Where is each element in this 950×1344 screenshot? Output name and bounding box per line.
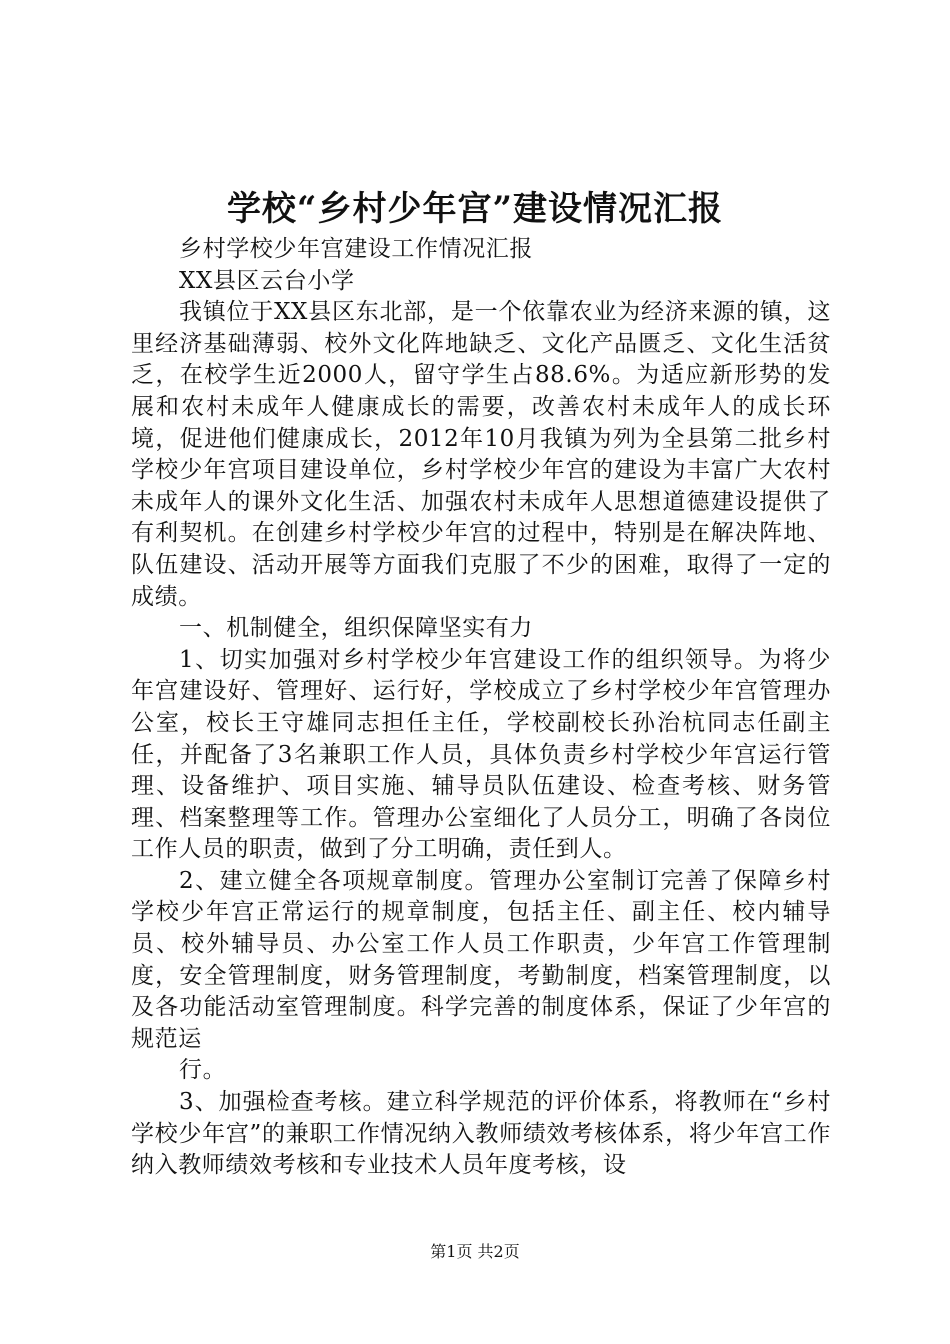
item-3-paragraph: 3、加强检查考核。建立科学规范的评价体系，将教师在“乡村学校少年宫”的兼职工作情况纳入教师绩效考核体系，将少年宫工作纳入教师绩效考核和专业技术人员年度考核，设: [131, 1089, 831, 1179]
item-2-continuation-paragraph: 行。: [179, 1057, 227, 1084]
item-2-paragraph: 2、建立健全各项规章制度。管理办公室制订完善了保障乡村学校少年宫正常运行的规章制度，包括主任、副主任、校内辅导员、校外辅导员、办公室工作人员工作职责，少年宫工作管理制度，安全管理制度，财务管理制度，考勤制度，档案管理制度，以及各功能活动室管理制度。科学完善的制度体系，保证了少年宫的规范运: [131, 867, 831, 1052]
document-title: 学校“乡村少年宫”建设情况汇报: [226, 189, 724, 229]
page-footer: 第1页 共2页: [430, 1242, 520, 1261]
item-1-paragraph: 1、切实加强对乡村学校少年宫建设工作的组织领导。为将少年宫建设好、管理好、运行好，学校成立了乡村学校少年宫管理办公室，校长王守雄同志担任主任，学校副校长孙治杭同志任副主任，并配备了3名兼职工作人员，具体负责乡村学校少年宫运行管理、设备维护、项目实施、辅导员队伍建设、检查考核、财务管理、档案整理等工作。管理办公室细化了人员分工，明确了各岗位工作人员的职责，做到了分工明确，责任到人。: [131, 646, 831, 863]
section-heading-paragraph: 一、机制健全，组织保障坚实有力: [179, 615, 533, 642]
school-name-paragraph: XX县区云台小学: [179, 267, 355, 294]
document-body: [131, 234, 831, 1182]
intro-paragraph: 我镇位于XX县区东北部，是一个依靠农业为经济来源的镇，这里经济基础薄弱、校外文化阵地缺乏、文化产品匮乏、文化生活贫乏，在校学生近2000人，留守学生占88.6%。为适应新形势的发展和农村未成年人健康成长的需要，改善农村未成年人的成长环境，促进他们健康成长，2012年10月我镇为列为全县第二批乡村学校少年宫项目建设单位，乡村学校少年宫的建设为丰富广大农村未成年人的课外文化生活、加强农村未成年人思想道德建设提供了有利契机。在创建乡村学校少年宫的过程中，特别是在解决阵地、队伍建设、活动开展等方面我们克服了不少的困难，取得了一定的成绩。: [131, 299, 831, 610]
subtitle-paragraph: 乡村学校少年宫建设工作情况汇报: [179, 236, 533, 262]
